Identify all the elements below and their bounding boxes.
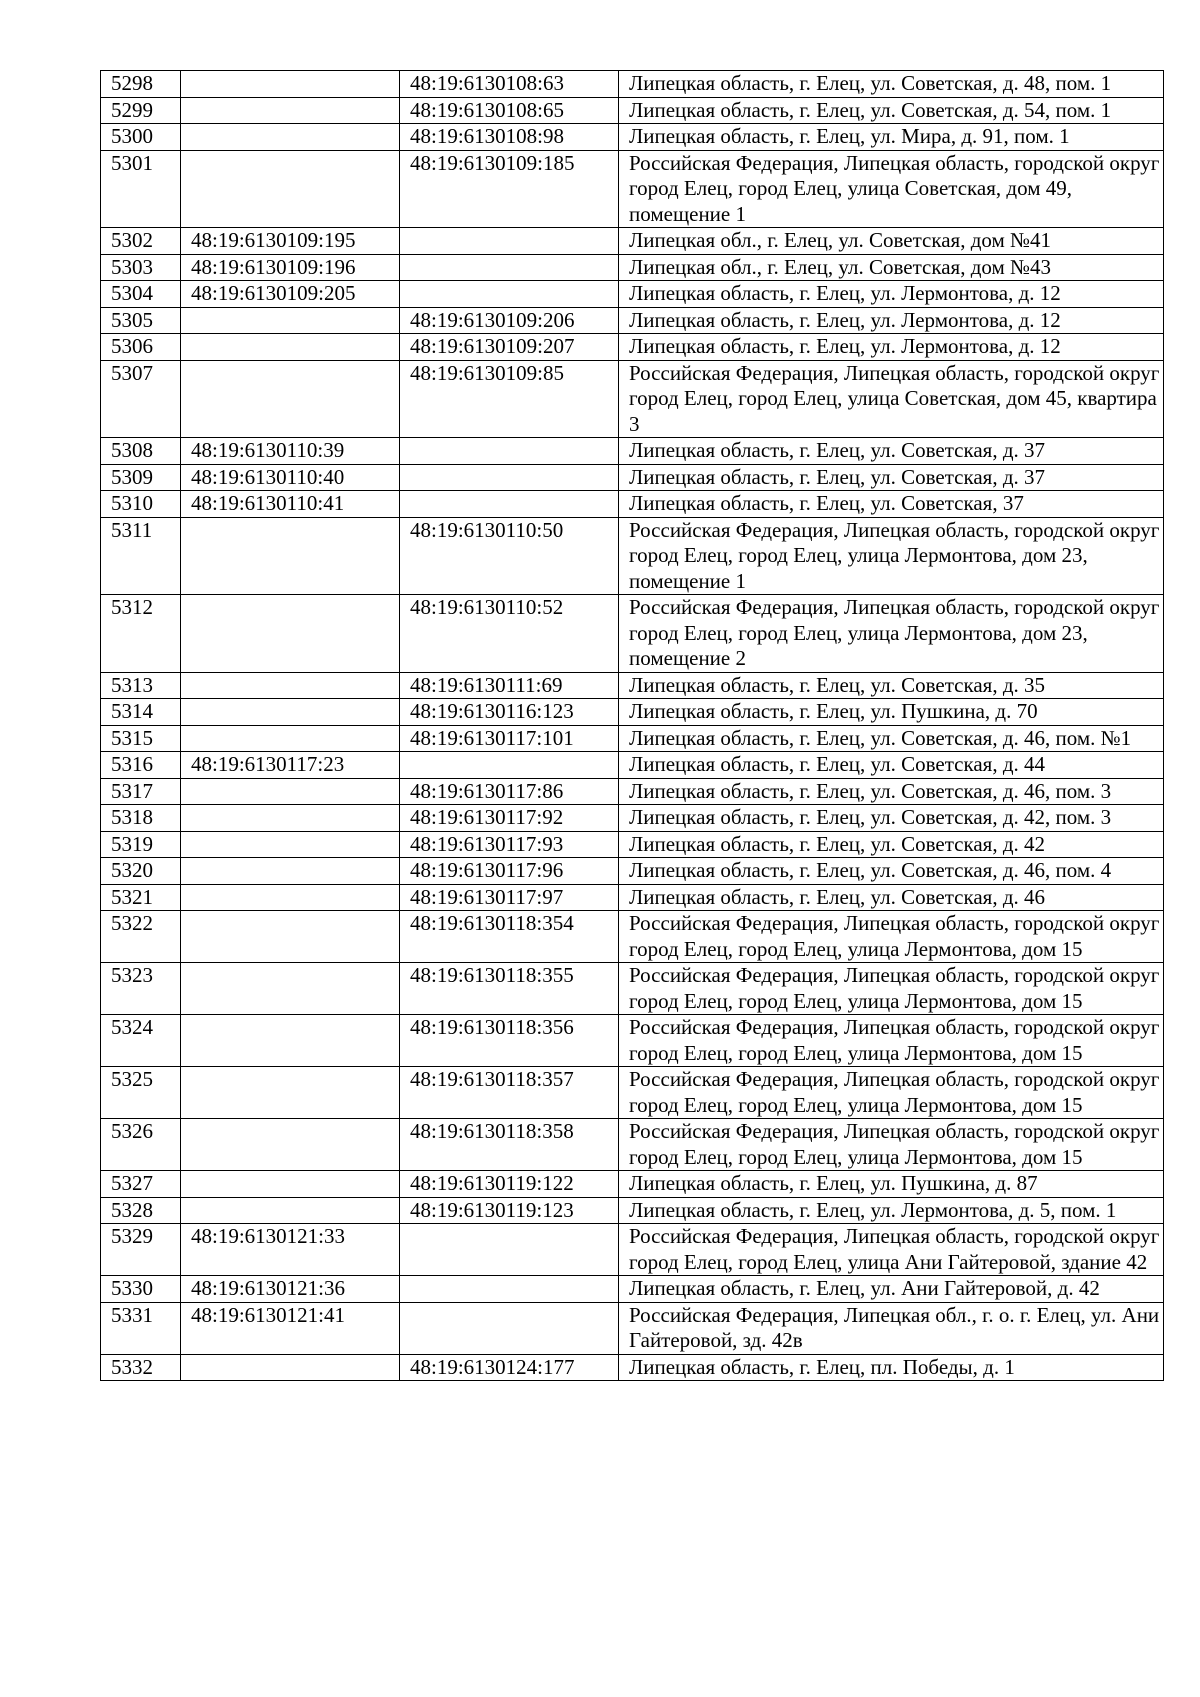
- address-cell: Российская Федерация, Липецкая область, городской округ город Елец, город Елец, улица Лермонтова, дом 23, помещение 2: [619, 595, 1164, 673]
- object-cadastral-number-cell: 48:19:6130117:96: [400, 858, 619, 885]
- table-row: [101, 1119, 1164, 1171]
- land-cadastral-number-cell: [181, 884, 400, 911]
- object-cadastral-number-cell: [400, 281, 619, 308]
- object-cadastral-number-cell: 48:19:6130117:86: [400, 778, 619, 805]
- address-cell: Липецкая область, г. Елец, ул. Ани Гайтеровой, д. 42: [619, 1276, 1164, 1303]
- object-cadastral-number-cell: 48:19:6130110:52: [400, 595, 619, 673]
- object-cadastral-number-cell: [400, 228, 619, 255]
- row-number-cell: 5304: [101, 281, 181, 308]
- land-cadastral-number-cell: [181, 831, 400, 858]
- land-cadastral-number-cell: [181, 699, 400, 726]
- address-cell: Российская Федерация, Липецкая область, городской округ город Елец, город Елец, улица Лермонтова, дом 15: [619, 1067, 1164, 1119]
- address-cell: Липецкая область, г. Елец, ул. Пушкина, д. 87: [619, 1171, 1164, 1198]
- object-cadastral-number-cell: [400, 491, 619, 518]
- row-number-cell: 5299: [101, 97, 181, 124]
- land-cadastral-number-cell: [181, 963, 400, 1015]
- row-number-cell: 5314: [101, 699, 181, 726]
- address-cell: Липецкая область, г. Елец, ул. Лермонтова, д. 12: [619, 334, 1164, 361]
- table-row: [101, 491, 1164, 518]
- address-cell: Российская Федерация, Липецкая область, городской округ город Елец, город Елец, улица Лермонтова, дом 15: [619, 911, 1164, 963]
- row-number-cell: 5330: [101, 1276, 181, 1303]
- row-number-cell: 5310: [101, 491, 181, 518]
- table-row: [101, 97, 1164, 124]
- table-row: [101, 778, 1164, 805]
- row-number-cell: 5332: [101, 1354, 181, 1381]
- object-cadastral-number-cell: 48:19:6130116:123: [400, 699, 619, 726]
- row-number-cell: 5329: [101, 1224, 181, 1276]
- row-number-cell: 5319: [101, 831, 181, 858]
- table-row: [101, 884, 1164, 911]
- land-cadastral-number-cell: [181, 778, 400, 805]
- address-cell: Российская Федерация, Липецкая область, городской округ город Елец, город Елец, улица Ани Гайтеровой, здание 42: [619, 1224, 1164, 1276]
- land-cadastral-number-cell: 48:19:6130109:195: [181, 228, 400, 255]
- object-cadastral-number-cell: 48:19:6130118:356: [400, 1015, 619, 1067]
- object-cadastral-number-cell: [400, 1302, 619, 1354]
- object-cadastral-number-cell: 48:19:6130117:97: [400, 884, 619, 911]
- object-cadastral-number-cell: [400, 752, 619, 779]
- object-cadastral-number-cell: 48:19:6130108:65: [400, 97, 619, 124]
- row-number-cell: 5331: [101, 1302, 181, 1354]
- land-cadastral-number-cell: [181, 334, 400, 361]
- row-number-cell: 5324: [101, 1015, 181, 1067]
- address-cell: Липецкая область, г. Елец, ул. Советская, д. 46, пом. 3: [619, 778, 1164, 805]
- object-cadastral-number-cell: 48:19:6130108:63: [400, 71, 619, 98]
- land-cadastral-number-cell: [181, 805, 400, 832]
- row-number-cell: 5312: [101, 595, 181, 673]
- row-number-cell: 5321: [101, 884, 181, 911]
- row-number-cell: 5323: [101, 963, 181, 1015]
- table-row: [101, 254, 1164, 281]
- land-cadastral-number-cell: [181, 1015, 400, 1067]
- row-number-cell: 5316: [101, 752, 181, 779]
- table-row: [101, 858, 1164, 885]
- object-cadastral-number-cell: 48:19:6130119:123: [400, 1197, 619, 1224]
- address-cell: Липецкая область, г. Елец, ул. Советская, д. 46, пом. 4: [619, 858, 1164, 885]
- object-cadastral-number-cell: 48:19:6130108:98: [400, 124, 619, 151]
- object-cadastral-number-cell: 48:19:6130117:92: [400, 805, 619, 832]
- address-cell: Липецкая область, г. Елец, ул. Лермонтова, д. 12: [619, 307, 1164, 334]
- land-cadastral-number-cell: 48:19:6130110:41: [181, 491, 400, 518]
- address-cell: Российская Федерация, Липецкая область, городской округ город Елец, город Елец, улица Лермонтова, дом 15: [619, 1015, 1164, 1067]
- object-cadastral-number-cell: 48:19:6130118:355: [400, 963, 619, 1015]
- table-row: [101, 228, 1164, 255]
- table-row: [101, 911, 1164, 963]
- table-row: [101, 464, 1164, 491]
- land-cadastral-number-cell: [181, 1067, 400, 1119]
- land-cadastral-number-cell: 48:19:6130121:36: [181, 1276, 400, 1303]
- address-cell: Российская Федерация, Липецкая область, городской округ город Елец, город Елец, улица Советская, дом 49, помещение 1: [619, 150, 1164, 228]
- land-cadastral-number-cell: 48:19:6130110:39: [181, 438, 400, 465]
- address-cell: Липецкая область, г. Елец, ул. Пушкина, д. 70: [619, 699, 1164, 726]
- object-cadastral-number-cell: [400, 1276, 619, 1303]
- address-cell: Липецкая область, г. Елец, пл. Победы, д. 1: [619, 1354, 1164, 1381]
- table-row: [101, 360, 1164, 438]
- table-row: [101, 1171, 1164, 1198]
- land-cadastral-number-cell: 48:19:6130109:196: [181, 254, 400, 281]
- row-number-cell: 5298: [101, 71, 181, 98]
- address-cell: Липецкая область, г. Елец, ул. Лермонтова, д. 12: [619, 281, 1164, 308]
- object-cadastral-number-cell: 48:19:6130109:85: [400, 360, 619, 438]
- address-cell: Липецкая область, г. Елец, ул. Советская, д. 42: [619, 831, 1164, 858]
- address-cell: Российская Федерация, Липецкая обл., г. о. г. Елец, ул. Ани Гайтеровой, зд. 42в: [619, 1302, 1164, 1354]
- table-row: [101, 1015, 1164, 1067]
- land-cadastral-number-cell: [181, 150, 400, 228]
- row-number-cell: 5313: [101, 672, 181, 699]
- table-row: [101, 150, 1164, 228]
- address-cell: Липецкая область, г. Елец, ул. Советская, д. 46: [619, 884, 1164, 911]
- table-row: [101, 752, 1164, 779]
- land-cadastral-number-cell: [181, 360, 400, 438]
- object-cadastral-number-cell: 48:19:6130124:177: [400, 1354, 619, 1381]
- address-cell: Липецкая область, г. Елец, ул. Советская, 37: [619, 491, 1164, 518]
- object-cadastral-number-cell: 48:19:6130118:357: [400, 1067, 619, 1119]
- object-cadastral-number-cell: 48:19:6130117:93: [400, 831, 619, 858]
- object-cadastral-number-cell: 48:19:6130118:358: [400, 1119, 619, 1171]
- land-cadastral-number-cell: [181, 1354, 400, 1381]
- object-cadastral-number-cell: 48:19:6130111:69: [400, 672, 619, 699]
- address-cell: Липецкая обл., г. Елец, ул. Советская, дом №43: [619, 254, 1164, 281]
- row-number-cell: 5311: [101, 517, 181, 595]
- table-row: [101, 699, 1164, 726]
- table-row: [101, 1197, 1164, 1224]
- table-row: [101, 725, 1164, 752]
- table-row: [101, 805, 1164, 832]
- object-cadastral-number-cell: 48:19:6130109:185: [400, 150, 619, 228]
- object-cadastral-number-cell: [400, 464, 619, 491]
- table-row: [101, 1276, 1164, 1303]
- land-cadastral-number-cell: 48:19:6130121:41: [181, 1302, 400, 1354]
- address-cell: Липецкая область, г. Елец, ул. Советская, д. 42, пом. 3: [619, 805, 1164, 832]
- table-row: [101, 71, 1164, 98]
- object-cadastral-number-cell: 48:19:6130117:101: [400, 725, 619, 752]
- object-cadastral-number-cell: [400, 1224, 619, 1276]
- object-cadastral-number-cell: [400, 254, 619, 281]
- address-cell: Российская Федерация, Липецкая область, городской округ город Елец, город Елец, улица Лермонтова, дом 15: [619, 963, 1164, 1015]
- row-number-cell: 5308: [101, 438, 181, 465]
- row-number-cell: 5315: [101, 725, 181, 752]
- object-cadastral-number-cell: [400, 438, 619, 465]
- address-cell: Липецкая область, г. Елец, ул. Лермонтова, д. 5, пом. 1: [619, 1197, 1164, 1224]
- object-cadastral-number-cell: 48:19:6130110:50: [400, 517, 619, 595]
- object-cadastral-number-cell: 48:19:6130119:122: [400, 1171, 619, 1198]
- land-cadastral-number-cell: 48:19:6130121:33: [181, 1224, 400, 1276]
- address-cell: Липецкая область, г. Елец, ул. Мира, д. 91, пом. 1: [619, 124, 1164, 151]
- table-row: [101, 1354, 1164, 1381]
- land-cadastral-number-cell: [181, 858, 400, 885]
- address-cell: Липецкая область, г. Елец, ул. Советская, д. 37: [619, 438, 1164, 465]
- land-cadastral-number-cell: [181, 1197, 400, 1224]
- row-number-cell: 5307: [101, 360, 181, 438]
- table-row: [101, 831, 1164, 858]
- address-cell: Липецкая область, г. Елец, ул. Советская, д. 54, пом. 1: [619, 97, 1164, 124]
- object-cadastral-number-cell: 48:19:6130109:206: [400, 307, 619, 334]
- row-number-cell: 5306: [101, 334, 181, 361]
- address-cell: Липецкая область, г. Елец, ул. Советская, д. 48, пом. 1: [619, 71, 1164, 98]
- table-row: [101, 307, 1164, 334]
- row-number-cell: 5320: [101, 858, 181, 885]
- table-row: [101, 438, 1164, 465]
- row-number-cell: 5317: [101, 778, 181, 805]
- row-number-cell: 5322: [101, 911, 181, 963]
- row-number-cell: 5326: [101, 1119, 181, 1171]
- address-cell: Липецкая область, г. Елец, ул. Советская, д. 37: [619, 464, 1164, 491]
- address-cell: Российская Федерация, Липецкая область, городской округ город Елец, город Елец, улица Лермонтова, дом 23, помещение 1: [619, 517, 1164, 595]
- land-cadastral-number-cell: [181, 911, 400, 963]
- row-number-cell: 5327: [101, 1171, 181, 1198]
- address-cell: Липецкая область, г. Елец, ул. Советская, д. 46, пом. №1: [619, 725, 1164, 752]
- table-row: [101, 1302, 1164, 1354]
- table-row: [101, 281, 1164, 308]
- row-number-cell: 5309: [101, 464, 181, 491]
- table-row: [101, 963, 1164, 1015]
- land-cadastral-number-cell: [181, 307, 400, 334]
- land-cadastral-number-cell: 48:19:6130109:205: [181, 281, 400, 308]
- object-cadastral-number-cell: 48:19:6130109:207: [400, 334, 619, 361]
- address-cell: Российская Федерация, Липецкая область, городской округ город Елец, город Елец, улица Советская, дом 45, квартира 3: [619, 360, 1164, 438]
- row-number-cell: 5318: [101, 805, 181, 832]
- register-table-body: [101, 71, 1164, 1381]
- land-cadastral-number-cell: [181, 71, 400, 98]
- table-row: [101, 1067, 1164, 1119]
- land-cadastral-number-cell: [181, 672, 400, 699]
- table-row: [101, 672, 1164, 699]
- land-cadastral-number-cell: [181, 124, 400, 151]
- row-number-cell: 5325: [101, 1067, 181, 1119]
- address-cell: Липецкая область, г. Елец, ул. Советская, д. 44: [619, 752, 1164, 779]
- table-row: [101, 334, 1164, 361]
- address-cell: Липецкая обл., г. Елец, ул. Советская, дом №41: [619, 228, 1164, 255]
- land-cadastral-number-cell: [181, 1119, 400, 1171]
- row-number-cell: 5300: [101, 124, 181, 151]
- land-cadastral-number-cell: 48:19:6130110:40: [181, 464, 400, 491]
- table-row: [101, 517, 1164, 595]
- address-cell: Липецкая область, г. Елец, ул. Советская, д. 35: [619, 672, 1164, 699]
- table-row: [101, 124, 1164, 151]
- land-cadastral-number-cell: [181, 517, 400, 595]
- land-cadastral-number-cell: 48:19:6130117:23: [181, 752, 400, 779]
- table-row: [101, 595, 1164, 673]
- land-cadastral-number-cell: [181, 595, 400, 673]
- address-cell: Российская Федерация, Липецкая область, городской округ город Елец, город Елец, улица Лермонтова, дом 15: [619, 1119, 1164, 1171]
- row-number-cell: 5302: [101, 228, 181, 255]
- land-cadastral-number-cell: [181, 725, 400, 752]
- land-cadastral-number-cell: [181, 1171, 400, 1198]
- object-cadastral-number-cell: 48:19:6130118:354: [400, 911, 619, 963]
- register-table: [100, 70, 1164, 1381]
- land-cadastral-number-cell: [181, 97, 400, 124]
- table-row: [101, 1224, 1164, 1276]
- row-number-cell: 5301: [101, 150, 181, 228]
- row-number-cell: 5305: [101, 307, 181, 334]
- row-number-cell: 5303: [101, 254, 181, 281]
- row-number-cell: 5328: [101, 1197, 181, 1224]
